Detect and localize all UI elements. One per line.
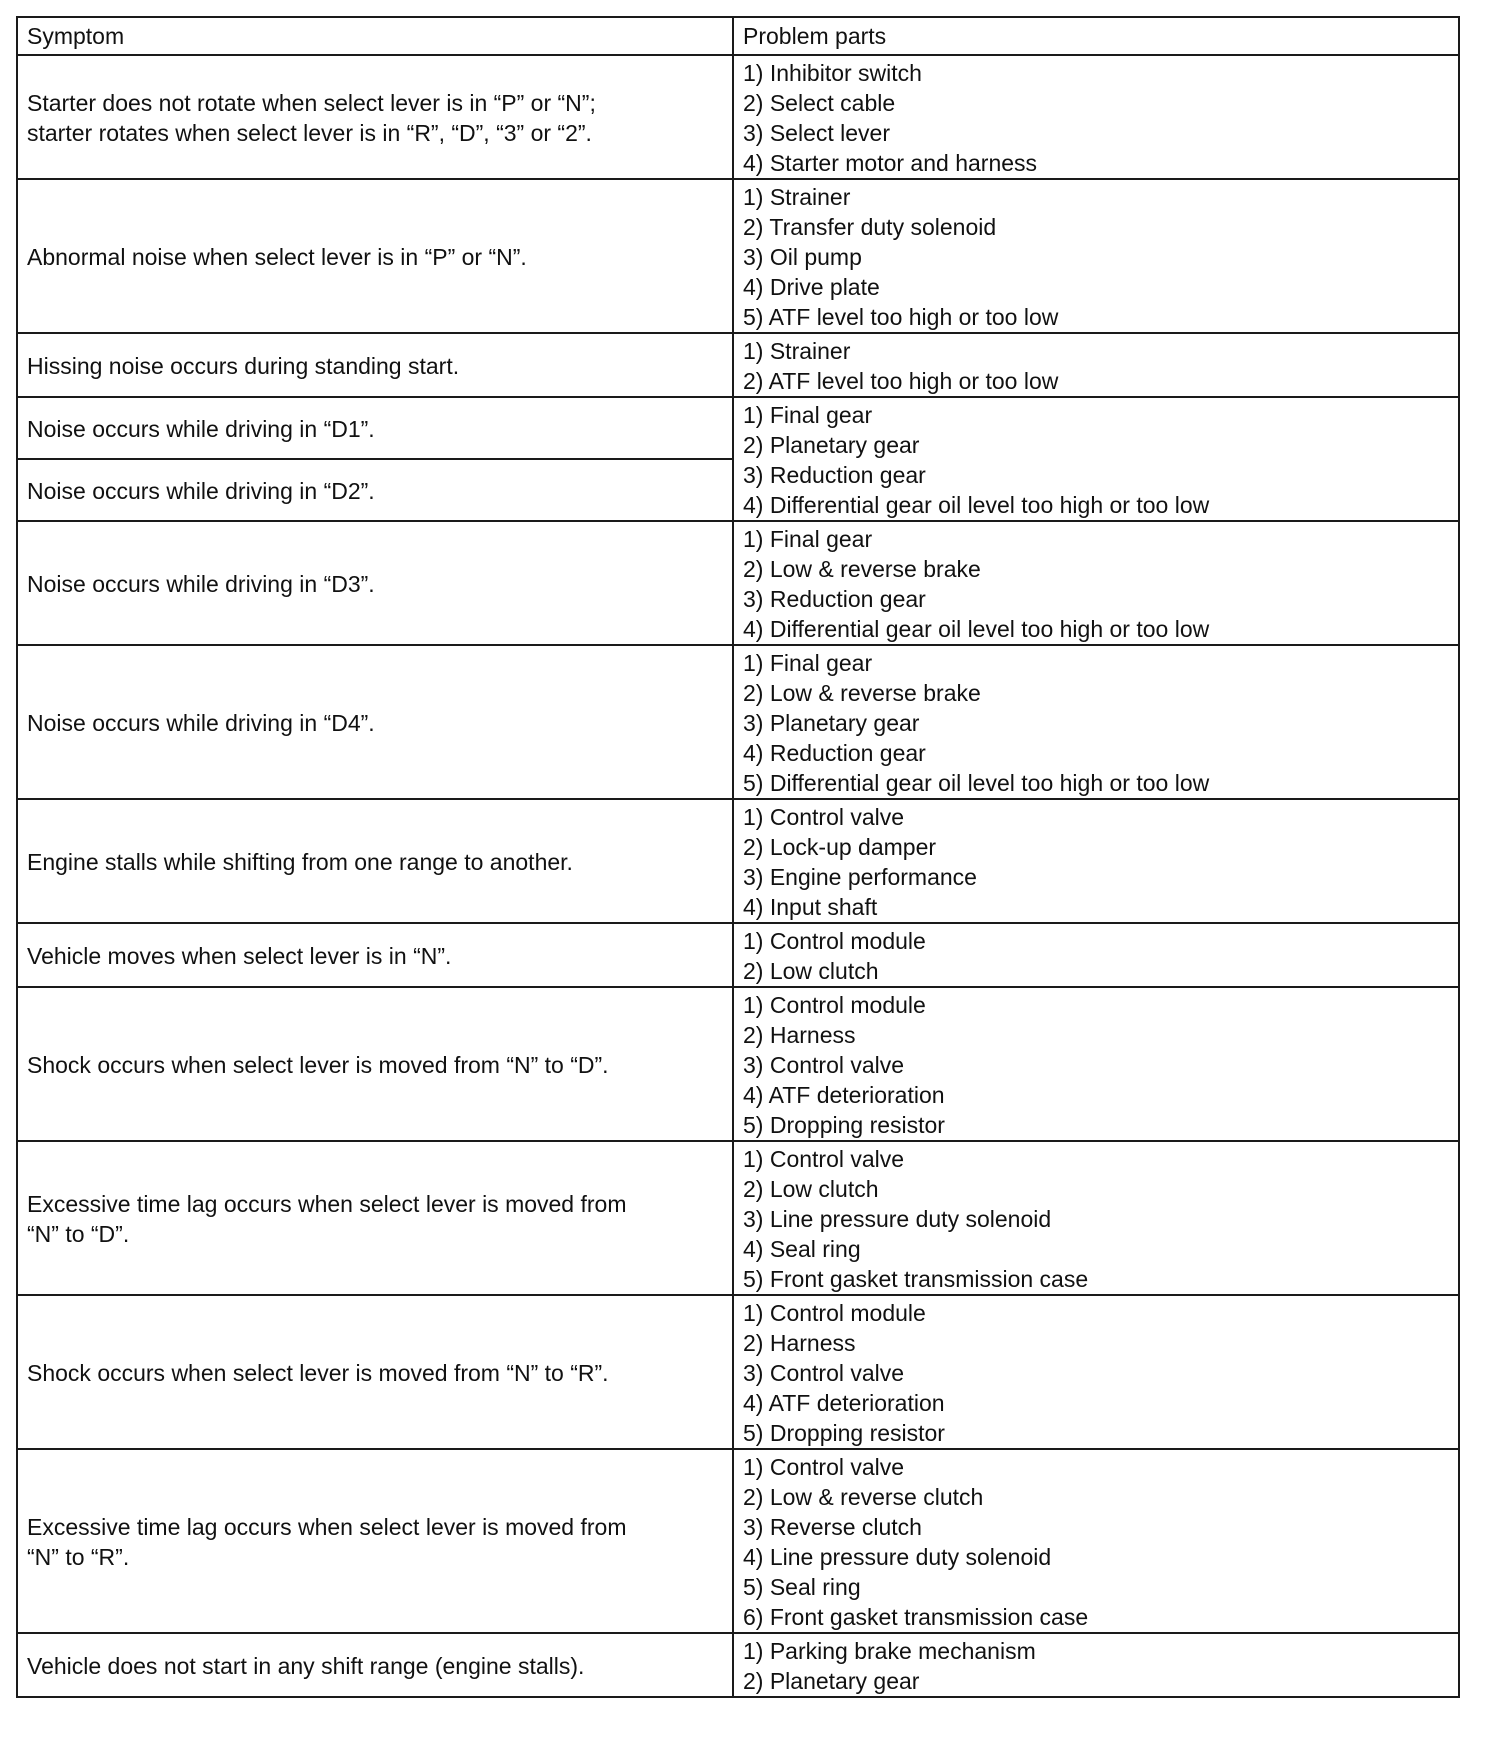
problem-part-item: 2) Transfer duty solenoid <box>743 214 997 240</box>
problem-part-item: 1) Control valve <box>743 1454 905 1480</box>
problem-part-item: 2) Select cable <box>743 90 896 116</box>
problem-parts-cell <box>733 923 1459 987</box>
symptom-cell <box>17 1633 733 1697</box>
symptom-text: Vehicle does not start in any shift range (engine stalls). <box>27 1653 585 1679</box>
problem-part-item: 3) Control valve <box>743 1360 905 1386</box>
problem-part-item: 4) ATF deterioration <box>743 1390 945 1416</box>
problem-part-item: 2) ATF level too high or too low <box>743 368 1059 394</box>
problem-part-item: 5) Front gasket transmission case <box>743 1266 1089 1292</box>
problem-part-item: 6) Front gasket transmission case <box>743 1604 1089 1630</box>
problem-part-item: 5) ATF level too high or too low <box>743 304 1059 330</box>
problem-part-item: 2) Harness <box>743 1330 856 1356</box>
problem-part-item: 4) Input shaft <box>743 894 878 920</box>
header-row <box>17 17 1459 55</box>
symptom-text: Shock occurs when select lever is moved from “N” to “D”. <box>27 1052 609 1078</box>
table-row <box>17 397 1459 459</box>
problem-part-item: 1) Control valve <box>743 1146 905 1172</box>
problem-part-item: 2) Lock-up damper <box>743 834 937 860</box>
problem-part-item: 4) ATF deterioration <box>743 1082 945 1108</box>
symptom-cell <box>17 1141 733 1295</box>
symptom-text: Noise occurs while driving in “D3”. <box>27 571 375 597</box>
problem-part-item: 4) Differential gear oil level too high or too low <box>743 492 1210 518</box>
problem-part-item: 4) Seal ring <box>743 1236 861 1262</box>
symptom-cell <box>17 55 733 179</box>
problem-part-item: 2) Low clutch <box>743 1176 879 1202</box>
problem-part-item: 1) Control module <box>743 1300 926 1326</box>
table-row <box>17 179 1459 333</box>
problem-parts-cell <box>733 1295 1459 1449</box>
problem-parts-cell <box>733 1449 1459 1633</box>
table-body <box>17 55 1459 1697</box>
problem-part-item: 3) Planetary gear <box>743 710 920 736</box>
problem-part-item: 3) Reduction gear <box>743 586 926 612</box>
problem-part-item: 4) Starter motor and harness <box>743 150 1038 176</box>
problem-part-item: 4) Line pressure duty solenoid <box>743 1544 1052 1570</box>
problem-part-item: 2) Planetary gear <box>743 1668 920 1694</box>
problem-parts-header: Problem parts <box>733 17 1459 55</box>
symptom-text: Noise occurs while driving in “D2”. <box>27 478 375 504</box>
table-row <box>17 645 1459 799</box>
symptom-cell <box>17 1295 733 1449</box>
problem-part-item: 2) Low & reverse clutch <box>743 1484 984 1510</box>
symptom-text: Vehicle moves when select lever is in “N”. <box>27 943 452 969</box>
symptom-text: Excessive time lag occurs when select lever is moved from “N” to “R”. <box>27 1514 627 1570</box>
symptom-text: Excessive time lag occurs when select lever is moved from “N” to “D”. <box>27 1191 627 1247</box>
problem-part-item: 2) Low clutch <box>743 958 879 984</box>
problem-part-item: 5) Seal ring <box>743 1574 861 1600</box>
symptom-text: Hissing noise occurs during standing start. <box>27 353 460 379</box>
problem-part-item: 2) Low & reverse brake <box>743 556 981 582</box>
problem-part-item: 4) Drive plate <box>743 274 880 300</box>
problem-part-item: 3) Line pressure duty solenoid <box>743 1206 1052 1232</box>
symptom-cell <box>17 987 733 1141</box>
symptom-text: Engine stalls while shifting from one range to another. <box>27 849 573 875</box>
table-row <box>17 1449 1459 1633</box>
problem-parts-cell <box>733 987 1459 1141</box>
problem-parts-cell <box>733 799 1459 923</box>
symptom-text: Abnormal noise when select lever is in “P” or “N”. <box>27 244 527 270</box>
problem-parts-cell <box>733 1633 1459 1697</box>
problem-part-item: 2) Low & reverse brake <box>743 680 981 706</box>
problem-parts-cell <box>733 521 1459 645</box>
symptom-cell <box>17 923 733 987</box>
table-row <box>17 923 1459 987</box>
table-row <box>17 1141 1459 1295</box>
problem-part-item: 3) Oil pump <box>743 244 862 270</box>
problem-parts-cell <box>733 645 1459 799</box>
problem-part-item: 3) Control valve <box>743 1052 905 1078</box>
symptom-cell <box>17 1449 733 1633</box>
problem-part-item: 4) Reduction gear <box>743 740 926 766</box>
table-row <box>17 1295 1459 1449</box>
symptom-cell <box>17 645 733 799</box>
table-row <box>17 987 1459 1141</box>
symptom-cell <box>17 799 733 923</box>
problem-part-item: 1) Control module <box>743 928 926 954</box>
problem-parts-cell <box>733 55 1459 179</box>
problem-part-item: 5) Dropping resistor <box>743 1420 945 1446</box>
table-row <box>17 799 1459 923</box>
symptom-text: Shock occurs when select lever is moved from “N” to “R”. <box>27 1360 609 1386</box>
problem-part-item: 1) Inhibitor switch <box>743 60 922 86</box>
problem-part-item: 2) Planetary gear <box>743 432 920 458</box>
problem-part-item: 5) Dropping resistor <box>743 1112 945 1138</box>
problem-part-item: 1) Final gear <box>743 650 873 676</box>
symptom-text: Starter does not rotate when select lever is in “P” or “N”; starter rotates when select lever is in “R”, “D”, “3” or “2”. <box>27 90 596 146</box>
symptom-cell <box>17 521 733 645</box>
table-row <box>17 55 1459 179</box>
diagnosis-table <box>16 16 1460 1698</box>
symptom-cell <box>17 179 733 333</box>
problem-part-item: 1) Strainer <box>743 338 851 364</box>
problem-part-item: 1) Final gear <box>743 526 873 552</box>
problem-part-item: 1) Final gear <box>743 402 873 428</box>
symptom-cell <box>17 333 733 397</box>
table-header <box>17 17 1459 55</box>
problem-part-item: 3) Reverse clutch <box>743 1514 922 1540</box>
problem-part-item: 3) Reduction gear <box>743 462 926 488</box>
problem-part-item: 2) Harness <box>743 1022 856 1048</box>
problem-parts-cell <box>733 1141 1459 1295</box>
problem-part-item: 4) Differential gear oil level too high or too low <box>743 616 1210 642</box>
problem-part-item: 3) Select lever <box>743 120 891 146</box>
symptom-text: Noise occurs while driving in “D1”. <box>27 416 375 442</box>
problem-part-item: 1) Control valve <box>743 804 905 830</box>
problem-part-item: 1) Parking brake mechanism <box>743 1638 1036 1664</box>
problem-parts-cell <box>733 397 1459 521</box>
problem-part-item: 1) Control module <box>743 992 926 1018</box>
table-row <box>17 1633 1459 1697</box>
symptom-header: Symptom <box>17 17 733 55</box>
problem-part-item: 1) Strainer <box>743 184 851 210</box>
problem-parts-cell <box>733 333 1459 397</box>
problem-part-item: 5) Differential gear oil level too high or too low <box>743 770 1210 796</box>
table-row <box>17 521 1459 645</box>
problem-part-item: 3) Engine performance <box>743 864 977 890</box>
symptom-cell <box>17 459 733 521</box>
diagnosis-sheet <box>16 16 1458 1698</box>
symptom-text: Noise occurs while driving in “D4”. <box>27 710 375 736</box>
symptom-cell <box>17 397 733 459</box>
table-row <box>17 333 1459 397</box>
problem-parts-cell <box>733 179 1459 333</box>
